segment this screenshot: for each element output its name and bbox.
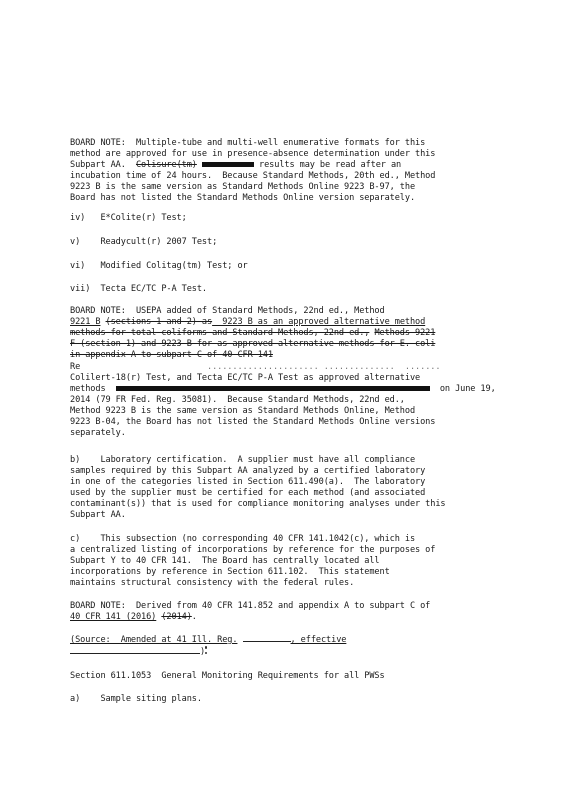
source-text: (Source: Amended at 41 Ill. Reg. [70, 635, 238, 645]
section-b-line: in one of the categories listed in Section 611.490(a). The laboratory [70, 477, 426, 487]
board-note-2-line: separately. [70, 428, 126, 438]
board-note-2-line: 9223 B-04, the Board has not listed the Standard Methods Online versions [70, 417, 436, 427]
text-run: 40 CFR 141 (2016) [70, 612, 157, 622]
struck-text: (2014) [161, 612, 192, 622]
board-note-1-text: results may be read after an [259, 160, 402, 170]
struck-text: (sections 1 and 2) as [105, 317, 213, 327]
blank-line [70, 647, 200, 654]
list-item: v) Readycult(r) 2007 Test; [70, 237, 218, 247]
section-c-line: a centralized listing of incorporations by reference for the purposes of [70, 545, 436, 555]
board-note-2-line [70, 350, 273, 361]
struck-text: Methods 9221 [374, 328, 436, 338]
board-note-2-line [70, 362, 440, 373]
text-run: on June 19, [439, 384, 496, 394]
scan-speck [205, 646, 207, 649]
struck-text: methods for total coliforms and Standard Methods, 22nd ed., [70, 328, 370, 338]
board-note-2-line: Colilert-18(r) Test, and Tecta EC/TC P-A Test as approved alternative [70, 373, 421, 383]
list-item: iv) E*Colite(r) Test; [70, 213, 187, 223]
board-note-2-line [70, 384, 496, 395]
redaction-bar [202, 162, 254, 167]
source-text: ) [200, 647, 206, 657]
section-b-line: contaminant(s)) that is used for compliance monitoring analyses under this [70, 499, 446, 509]
text-run: Re [70, 362, 81, 372]
text-run: . [191, 612, 197, 622]
text-run: 9223 B as an approved alternative method [212, 317, 426, 327]
source-line [70, 647, 205, 658]
source-line [70, 635, 346, 646]
section-c-line: maintains structural consistency with the federal rules. [70, 578, 355, 588]
struck-text: F (section 1) and 9223 B for as approved alternative methods for E. coli [70, 339, 436, 349]
list-item: vii) Tecta EC/TC P-A Test. [70, 284, 207, 294]
section-b-line: b) Laboratory certification. A supplier must have all compliance [70, 455, 416, 465]
section-b-line: used by the supplier must be certified for each method (and associated [70, 488, 426, 498]
board-note-1-line: BOARD NOTE: Multiple-tube and multi-well enumerative formats for this [70, 138, 426, 148]
struck-text: Colisure(tm) [135, 160, 197, 170]
section-b-line: Subpart AA. [70, 510, 126, 520]
section-c-line: incorporations by reference in Section 611.102. This statement [70, 567, 390, 577]
section-heading: Section 611.1053 General Monitoring Requirements for all PWSs [70, 671, 385, 681]
board-note-3-line [70, 612, 197, 623]
blank-line [243, 635, 291, 642]
board-note-1-line: 9223 B is the same version as Standard Methods Online 9223 B-97, the [70, 182, 416, 192]
board-note-2-line [70, 317, 425, 328]
scan-speck [205, 652, 207, 654]
board-note-1-text: Subpart AA. [70, 160, 126, 170]
board-note-1-line: method are approved for use in presence-absence determination under this [70, 149, 436, 159]
text-run: methods [70, 384, 106, 394]
section-c-line: Subpart Y to 40 CFR 141. The Board has centrally located all [70, 556, 380, 566]
board-note-2-line [70, 339, 435, 350]
section-b-line: samples required by this Subpart AA analyzed by a certified laboratory [70, 466, 426, 476]
board-note-1-line: Board has not listed the Standard Methods Online version separately. [70, 193, 416, 203]
source-text: , effective [290, 635, 347, 645]
faded-text: ...................... .............. ....... [207, 362, 441, 372]
board-note-2-line: 2014 (79 FR Fed. Reg. 35081). Because Standard Methods, 22nd ed., [70, 395, 405, 405]
board-note-2-line: Method 9223 B is the same version as Standard Methods Online, Method [70, 406, 416, 416]
board-note-3-line: BOARD NOTE: Derived from 40 CFR 141.852 and appendix A to subpart C of [70, 601, 431, 611]
board-note-1-line: incubation time of 24 hours. Because Standard Methods, 20th ed., Method [70, 171, 436, 181]
list-item: vi) Modified Colitag(tm) Test; or [70, 261, 248, 271]
struck-text: in appendix A to subpart C of 40 CFR 141 [70, 350, 273, 360]
text-run: 9221 B [70, 317, 101, 327]
redaction-bar [116, 386, 430, 391]
board-note-1-line [70, 160, 401, 171]
section-a-line: a) Sample siting plans. [70, 694, 202, 704]
board-note-2-line: BOARD NOTE: USEPA added of Standard Methods, 22nd ed., Method [70, 306, 385, 316]
section-c-line: c) This subsection (no corresponding 40 CFR 141.1042(c), which is [70, 534, 416, 544]
board-note-2-line [70, 328, 435, 339]
